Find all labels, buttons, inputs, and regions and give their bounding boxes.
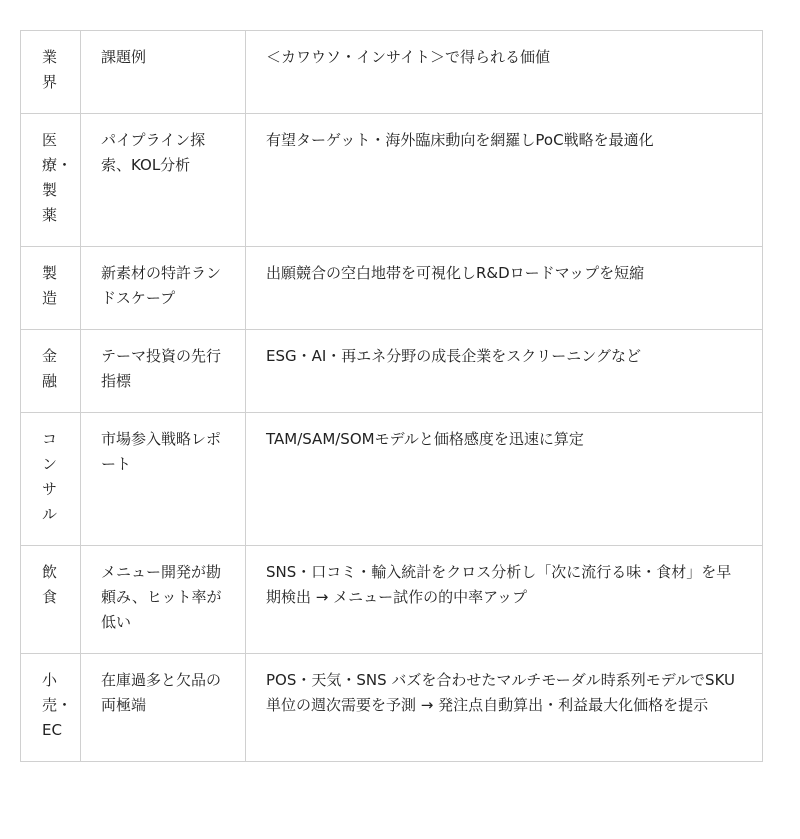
industry-cell: 製造	[21, 247, 81, 330]
value-cell: ESG・AI・再エネ分野の成長企業をスクリーニングなど	[246, 330, 763, 413]
header-example: 課題例	[81, 31, 246, 114]
industry-cell: コンサル	[21, 413, 81, 546]
table-row	[21, 330, 763, 413]
industry-cell: 金融	[21, 330, 81, 413]
table-row	[21, 247, 763, 330]
value-cell: 出願競合の空白地帯を可視化しR&Dロードマップを短縮	[246, 247, 763, 330]
value-cell: SNS・口コミ・輸入統計をクロス分析し「次に流行る味・食材」を早期検出 → メニュー試作の的中率アップ	[246, 546, 763, 654]
industry-cell: 飲食	[21, 546, 81, 654]
table-row	[21, 654, 763, 762]
example-cell: テーマ投資の先行指標	[81, 330, 246, 413]
example-cell: 市場参入戦略レポート	[81, 413, 246, 546]
value-cell: 有望ターゲット・海外臨床動向を網羅しPoC戦略を最適化	[246, 114, 763, 247]
example-cell: メニュー開発が勘頼み、ヒット率が低い	[81, 546, 246, 654]
industry-cell: 小売・EC	[21, 654, 81, 762]
header-value: ＜カワウソ・インサイト＞で得られる価値	[246, 31, 763, 114]
table-row	[21, 413, 763, 546]
industry-cell: 医療・製薬	[21, 114, 81, 247]
table-header-row	[21, 31, 763, 114]
table-row	[21, 114, 763, 247]
example-cell: 新素材の特許ランドスケープ	[81, 247, 246, 330]
table-row	[21, 546, 763, 654]
industry-value-table	[20, 30, 763, 762]
value-cell: POS・天気・SNS バズを合わせたマルチモーダル時系列モデルでSKU 単位の週次需要を予測 → 発注点自動算出・利益最大化価格を提示	[246, 654, 763, 762]
example-cell: パイプライン探索、KOL分析	[81, 114, 246, 247]
example-cell: 在庫過多と欠品の両極端	[81, 654, 246, 762]
header-industry: 業界	[21, 31, 81, 114]
value-cell: TAM/SAM/SOMモデルと価格感度を迅速に算定	[246, 413, 763, 546]
